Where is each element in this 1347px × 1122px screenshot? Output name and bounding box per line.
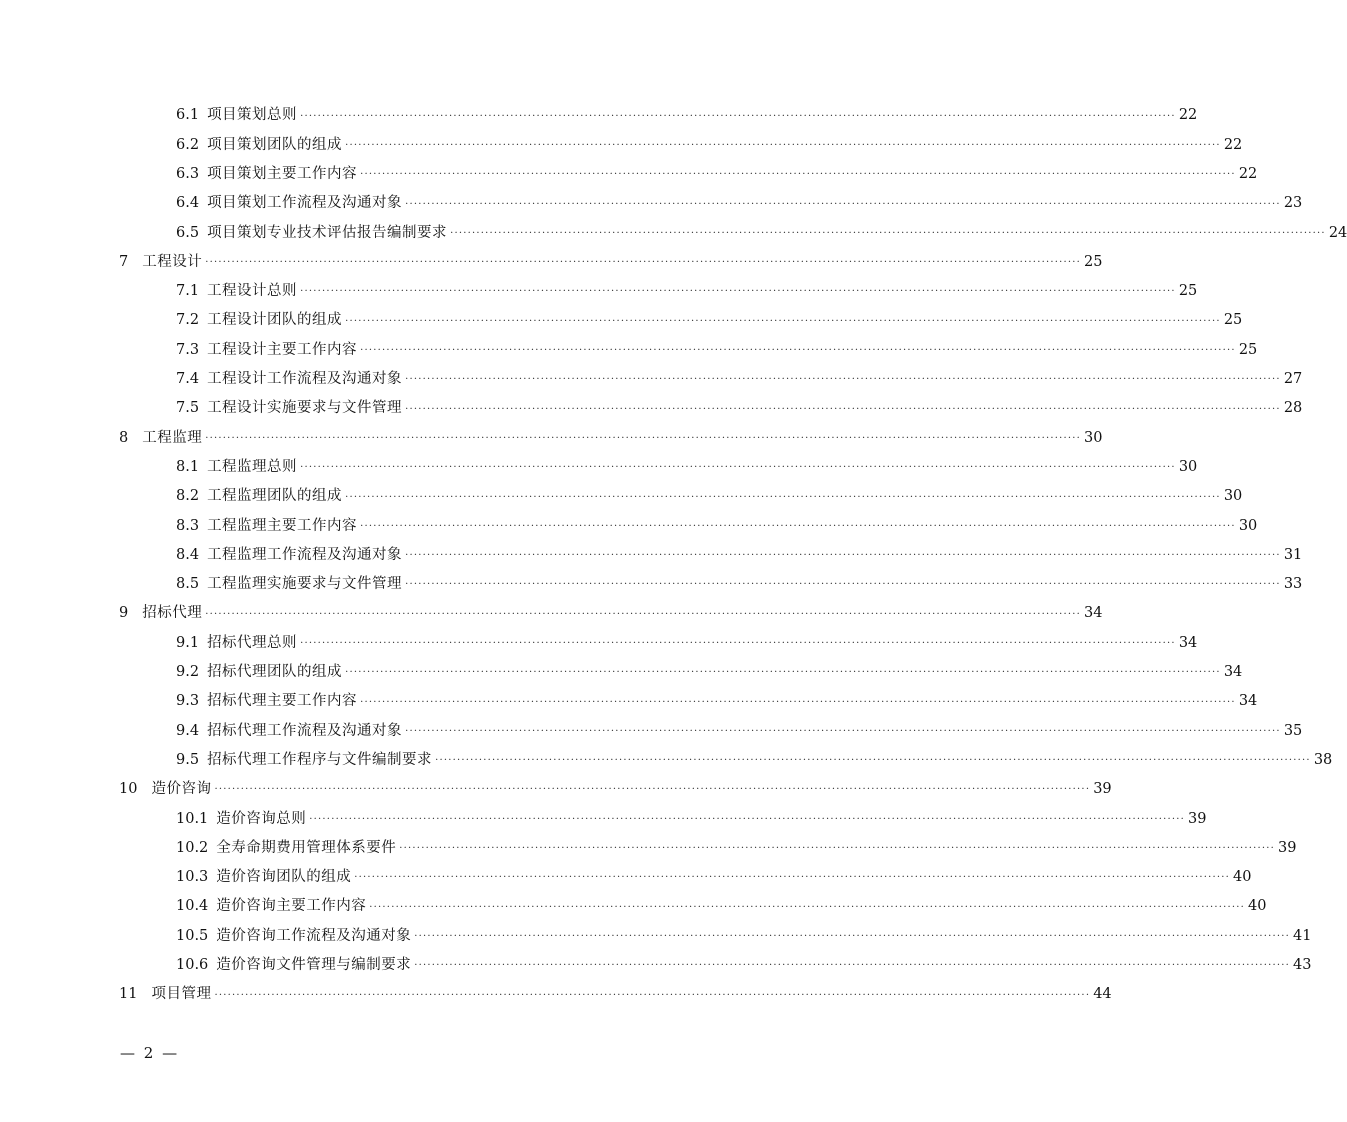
toc-entry-number: 7.5	[176, 400, 200, 417]
toc-entry-number: 6.2	[176, 136, 200, 153]
toc-entry-page: 30	[1223, 488, 1243, 505]
toc-entry-page: 34	[1238, 693, 1258, 710]
toc-entry-number: 10.5	[176, 927, 209, 944]
toc-entry-number: 6.5	[176, 224, 200, 241]
toc-entry-number: 11	[119, 986, 138, 1003]
dot-leader: ········································································································································································································	[405, 579, 1281, 591]
dot-leader: ········································································································································································································	[360, 345, 1236, 357]
toc-entry-page: 35	[1283, 722, 1303, 739]
toc-section-entry[interactable]	[0, 540, 1303, 569]
toc-entry-title: 项目策划专业技术评估报告编制要求	[207, 224, 448, 241]
toc-entry-number: 7.3	[176, 341, 200, 358]
toc-section-entry[interactable]	[0, 453, 1198, 482]
toc-entry-number: 6.4	[176, 195, 200, 212]
toc-entry-page: 40	[1233, 869, 1252, 886]
toc-entry-page: 38	[1313, 751, 1333, 768]
toc-entry-title: 造价咨询团队的组成	[216, 869, 352, 886]
dot-leader: ········································································································································································································	[309, 813, 1186, 825]
toc-entry-title: 造价咨询	[151, 781, 212, 798]
dot-leader: ········································································································································································································	[300, 286, 1176, 298]
toc-entry-title: 项目策划团队的组成	[207, 136, 343, 153]
toc-section-entry[interactable]	[0, 277, 1198, 306]
toc-entry-page: 23	[1283, 195, 1303, 212]
table-of-contents	[0, 101, 1347, 1009]
dot-leader: ········································································································································································································	[354, 872, 1231, 884]
toc-entry-page: 44	[1093, 986, 1112, 1003]
toc-entry-title: 工程监理主要工作内容	[207, 517, 358, 534]
toc-entry-title: 工程设计	[142, 253, 203, 270]
toc-section-entry[interactable]	[0, 921, 1312, 950]
dot-leader: ········································································································································································································	[300, 637, 1176, 649]
toc-entry-number: 10	[119, 781, 138, 798]
toc-entry-number: 7.1	[176, 283, 200, 300]
dot-leader: ········································································································································································································	[405, 403, 1281, 415]
toc-entry-page: 30	[1238, 517, 1258, 534]
toc-entry-page: 34	[1083, 605, 1103, 622]
toc-entry-number: 10.2	[176, 839, 209, 856]
toc-entry-page: 43	[1293, 957, 1312, 973]
toc-section-entry[interactable]	[0, 335, 1258, 364]
toc-entry-title: 工程设计主要工作内容	[207, 341, 358, 358]
toc-entry-title: 项目策划工作流程及沟通对象	[207, 195, 403, 212]
toc-entry-number: 10.3	[176, 869, 209, 886]
toc-chapter-entry[interactable]	[0, 599, 1103, 628]
dot-leader: ········································································································································································································	[300, 110, 1176, 122]
toc-entry-title: 项目策划总则	[207, 107, 298, 124]
toc-entry-title: 全寿命期费用管理体系要件	[216, 839, 397, 856]
toc-section-entry[interactable]	[0, 658, 1243, 687]
toc-section-entry[interactable]	[0, 101, 1198, 130]
dot-leader: ········································································································································································································	[405, 374, 1281, 386]
toc-entry-number: 9.2	[176, 664, 200, 681]
toc-section-entry[interactable]	[0, 892, 1267, 921]
toc-entry-title: 工程监理总则	[207, 458, 298, 475]
toc-entry-number: 9.1	[176, 634, 200, 651]
toc-entry-page: 22	[1178, 107, 1198, 124]
toc-entry-page: 39	[1093, 781, 1112, 798]
toc-entry-title: 工程监理实施要求与文件管理	[207, 576, 403, 593]
toc-entry-number: 9	[119, 605, 129, 622]
dot-leader: ········································································································································································································	[214, 989, 1091, 1001]
toc-entry-number: 10.6	[176, 957, 209, 973]
toc-entry-title: 工程监理	[142, 429, 203, 446]
toc-entry-page: 25	[1178, 283, 1198, 300]
toc-entry-number: 8.1	[176, 458, 200, 475]
dot-leader: ········································································································································································································	[345, 139, 1221, 151]
toc-chapter-entry[interactable]	[0, 775, 1112, 804]
toc-entry-title: 工程设计总则	[207, 283, 298, 300]
toc-section-entry[interactable]	[0, 365, 1303, 394]
dot-leader: ········································································································································································································	[435, 755, 1311, 767]
toc-entry-number: 9.3	[176, 693, 200, 710]
toc-entry-page: 34	[1223, 664, 1243, 681]
dot-leader: ········································································································································································································	[345, 315, 1221, 327]
dot-leader: ········································································································································································································	[405, 198, 1281, 210]
toc-entry-number: 8.2	[176, 488, 200, 505]
toc-entry-number: 10.1	[176, 810, 209, 827]
dot-leader: ········································································································································································································	[214, 784, 1091, 796]
dot-leader: ········································································································································································································	[205, 257, 1081, 269]
toc-entry-title: 招标代理工作程序与文件编制要求	[207, 751, 433, 768]
dot-leader: ········································································································································································································	[369, 901, 1246, 913]
dot-leader: ········································································································································································································	[399, 843, 1276, 855]
toc-entry-title: 造价咨询文件管理与编制要求	[216, 957, 412, 973]
toc-entry-number: 10.4	[176, 898, 209, 915]
toc-section-entry[interactable]	[0, 628, 1198, 657]
dot-leader: ········································································································································································································	[405, 725, 1281, 737]
toc-entry-title: 工程监理团队的组成	[207, 488, 343, 505]
dot-leader: ········································································································································································································	[414, 960, 1291, 972]
toc-entry-title: 工程监理工作流程及沟通对象	[207, 546, 403, 563]
toc-entry-title: 招标代理工作流程及沟通对象	[207, 722, 403, 739]
toc-section-entry[interactable]	[0, 130, 1243, 159]
dot-leader: ········································································································································································································	[300, 462, 1176, 474]
toc-entry-title: 造价咨询主要工作内容	[216, 898, 367, 915]
toc-entry-page: 22	[1238, 165, 1258, 182]
toc-entry-page: 27	[1283, 371, 1303, 388]
toc-entry-title: 项目策划主要工作内容	[207, 165, 358, 182]
toc-entry-number: 8	[119, 429, 129, 446]
toc-section-entry[interactable]	[0, 394, 1303, 423]
toc-entry-number: 6.1	[176, 107, 200, 124]
dot-leader: ········································································································································································································	[360, 696, 1236, 708]
toc-section-entry[interactable]	[0, 804, 1207, 833]
toc-entry-page: 25	[1223, 312, 1243, 329]
dot-leader: ········································································································································································································	[345, 667, 1221, 679]
dot-leader: ········································································································································································································	[405, 550, 1281, 562]
toc-section-entry[interactable]	[0, 833, 1297, 862]
toc-entry-page: 40	[1248, 898, 1267, 915]
toc-entry-number: 7	[119, 253, 129, 270]
toc-entry-page: 41	[1293, 927, 1312, 944]
toc-entry-number: 9.5	[176, 751, 200, 768]
toc-chapter-entry[interactable]	[0, 247, 1103, 276]
dot-leader: ········································································································································································································	[450, 227, 1326, 239]
toc-entry-page: 30	[1178, 458, 1198, 475]
toc-entry-title: 造价咨询总则	[216, 810, 307, 827]
dot-leader: ········································································································································································································	[360, 520, 1236, 532]
toc-entry-title: 招标代理	[142, 605, 203, 622]
dot-leader: ········································································································································································································	[205, 608, 1081, 620]
toc-entry-title: 项目管理	[151, 986, 212, 1003]
toc-entry-number: 9.4	[176, 722, 200, 739]
toc-entry-number: 8.5	[176, 576, 200, 593]
toc-section-entry[interactable]	[0, 951, 1312, 980]
toc-entry-title: 工程设计实施要求与文件管理	[207, 400, 403, 417]
dot-leader: ········································································································································································································	[360, 169, 1236, 181]
toc-entry-page: 22	[1223, 136, 1243, 153]
toc-entry-number: 8.4	[176, 546, 200, 563]
toc-entry-title: 招标代理主要工作内容	[207, 693, 358, 710]
dot-leader: ········································································································································································································	[205, 432, 1081, 444]
toc-entry-page: 39	[1188, 810, 1207, 827]
toc-entry-title: 招标代理团队的组成	[207, 664, 343, 681]
toc-entry-page: 33	[1283, 576, 1303, 593]
toc-section-entry[interactable]	[0, 306, 1243, 335]
toc-section-entry[interactable]	[0, 746, 1333, 775]
toc-entry-title: 造价咨询工作流程及沟通对象	[216, 927, 412, 944]
toc-section-entry[interactable]	[0, 863, 1252, 892]
toc-section-entry[interactable]	[0, 189, 1303, 218]
dot-leader: ········································································································································································································	[345, 491, 1221, 503]
toc-entry-title: 工程设计工作流程及沟通对象	[207, 371, 403, 388]
toc-chapter-entry[interactable]	[0, 980, 1112, 1009]
toc-section-entry[interactable]	[0, 511, 1258, 540]
toc-entry-number: 6.3	[176, 165, 200, 182]
toc-section-entry[interactable]	[0, 218, 1347, 247]
toc-chapter-entry[interactable]	[0, 423, 1103, 452]
toc-entry-number: 8.3	[176, 517, 200, 534]
toc-entry-page: 34	[1178, 634, 1198, 651]
toc-entry-number: 7.4	[176, 371, 200, 388]
toc-section-entry[interactable]	[0, 570, 1303, 599]
toc-entry-page: 25	[1083, 253, 1103, 270]
page-number-footer: — 2 —	[120, 1044, 180, 1062]
toc-entry-page: 24	[1328, 224, 1347, 241]
toc-entry-page: 25	[1238, 341, 1258, 358]
toc-entry-page: 28	[1283, 400, 1303, 417]
toc-entry-page: 31	[1283, 546, 1303, 563]
toc-entry-title: 工程设计团队的组成	[207, 312, 343, 329]
toc-section-entry[interactable]	[0, 160, 1258, 189]
toc-section-entry[interactable]	[0, 482, 1243, 511]
toc-entry-page: 39	[1278, 839, 1297, 856]
dot-leader: ········································································································································································································	[414, 930, 1291, 942]
toc-entry-number: 7.2	[176, 312, 200, 329]
toc-section-entry[interactable]	[0, 716, 1303, 745]
toc-section-entry[interactable]	[0, 687, 1258, 716]
toc-entry-title: 招标代理总则	[207, 634, 298, 651]
toc-entry-page: 30	[1083, 429, 1103, 446]
